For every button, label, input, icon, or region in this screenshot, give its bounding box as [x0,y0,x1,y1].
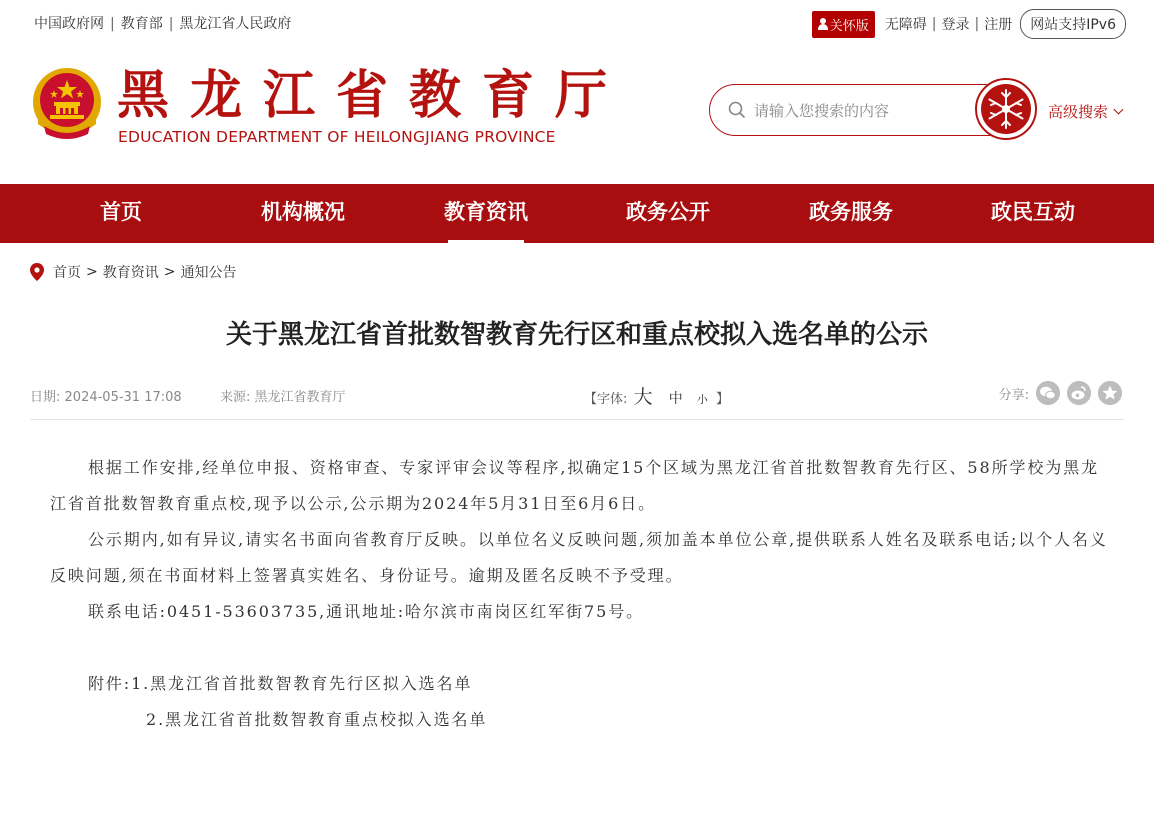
search-input[interactable] [752,99,972,123]
breadcrumb [30,262,236,282]
font-size-bracket: 】 [715,392,729,407]
external-links [34,13,291,33]
share-label: 分享: [998,387,1029,403]
ipv6-badge: 网站支持IPv6 [1020,9,1126,39]
login-link[interactable]: 登录 [941,17,970,33]
font-size-control [584,382,729,409]
divider: | [110,16,115,32]
article-title: 关于黑龙江省首批数智教育先行区和重点校拟入选名单的公示 [225,320,928,350]
font-size-large-button[interactable]: 大 [633,386,653,408]
location-pin-icon [30,263,44,281]
site-subtitle: EDUCATION DEPARTMENT OF HEILONGJIANG PROVINCE [118,128,556,146]
accessibility-link[interactable]: 无障碍 [884,17,927,33]
divider: | [931,16,937,32]
national-emblem-icon[interactable] [30,66,104,144]
nav-item-about[interactable]: 机构概况 [261,200,345,224]
article-meta [30,378,1124,420]
register-link[interactable]: 注册 [984,17,1013,33]
article-body [50,450,1110,738]
source-label: 来源: [219,390,251,405]
main-nav [0,184,1154,243]
nav-item-gov-affairs[interactable]: 政务公开 [626,200,710,224]
font-size-medium-button[interactable]: 中 [668,391,683,407]
link-gov-cn[interactable]: 中国政府网 [34,16,104,32]
chevron-down-icon [1114,105,1124,115]
attachment-link-1[interactable]: 附件:1.黑龙江省首批数智教育先行区拟入选名单 [88,674,473,693]
meta-info [30,386,346,405]
breadcrumb-news[interactable]: 教育资讯 [102,265,159,281]
top-bar [0,0,1154,46]
nav-item-home[interactable]: 首页 [100,200,142,224]
attachment-link-2[interactable]: 2.黑龙江省首批数智教育重点校拟入选名单 [146,710,488,729]
article-paragraph: 根据工作安排,经单位申报、资格审查、专家评审会议等程序,拟确定15个区域为黑龙江省首批数智教育先行区、58所学校为黑龙江省首批数智教育重点校,现予以公示,公示期为2024年5月31日至6月6日。 [50,458,1099,513]
nav-item-interaction[interactable]: 政民互动 [991,200,1075,224]
wechat-share-icon[interactable] [1036,381,1060,405]
publish-date: 2024-05-31 17:08 [64,390,182,405]
source-value: 黑龙江省教育厅 [254,390,346,405]
snowflake-search-icon [975,78,1037,140]
nav-item-news[interactable]: 教育资讯 [416,184,556,243]
article-paragraph: 联系电话:0451-53603735,通讯地址:哈尔滨市南岗区红军街75号。 [88,602,644,621]
person-icon [818,18,828,30]
search-button[interactable] [975,78,1037,140]
care-mode-label: 关怀版 [829,18,869,34]
advanced-search-label: 高级搜索 [1048,103,1109,121]
user-links [812,9,1126,39]
article-paragraph: 公示期内,如有异议,请实名书面向省教育厅反映。以单位名义反映问题,须加盖本单位公章,提供联系人姓名及联系电话;以个人名义反映问题,须在书面材料上签署真实姓名、身份证号。逾期及匿名反映不予受理。 [50,530,1108,585]
search-icon [728,101,746,119]
breadcrumb-separator: > [86,264,98,280]
weibo-share-icon[interactable] [1067,381,1091,405]
date-label: 日期: [30,390,61,405]
qzone-share-icon[interactable] [1098,381,1122,405]
site-title[interactable]: 黑龙江省教育厅 [117,65,629,126]
divider: | [974,16,980,32]
breadcrumb-notices[interactable]: 通知公告 [180,265,237,281]
site-header [0,46,1154,184]
advanced-search-link[interactable] [1048,101,1122,122]
font-size-small-button[interactable]: 小 [696,393,708,406]
divider: | [168,16,174,32]
breadcrumb-home[interactable]: 首页 [53,265,81,281]
link-moe[interactable]: 教育部 [120,16,163,32]
share-bar [999,381,1122,405]
breadcrumb-separator: > [163,264,176,280]
care-mode-button[interactable] [812,11,875,38]
font-size-label: 【字体: [584,392,628,407]
nav-item-gov-services[interactable]: 政务服务 [809,200,893,224]
link-hlj-gov[interactable]: 黑龙江省人民政府 [179,16,292,32]
